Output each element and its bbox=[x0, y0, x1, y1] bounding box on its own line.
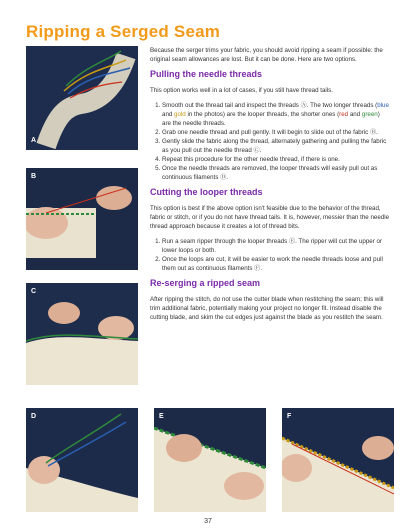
intro-paragraph: Because the serger trims your fabric, you should avoid ripping a seam if possible: the original seam allowances are lost. But it can be done. Here are two options. bbox=[150, 47, 383, 63]
needle-step-3: 3. Gently slide the fabric along the thread, alternately gathering and pulling the fabric as you pull out the needle thread Ⓒ. bbox=[162, 137, 390, 155]
photo-e bbox=[154, 408, 266, 512]
photo-a bbox=[26, 46, 138, 150]
heading-looper-threads: Cutting the looper threads bbox=[150, 187, 263, 197]
page-title: Ripping a Serged Seam bbox=[26, 22, 221, 41]
needle-intro: This option works well in a lot of cases, if you still have thread tails. bbox=[150, 87, 333, 94]
heading-needle-threads: Pulling the needle threads bbox=[150, 69, 263, 79]
photo-label-f: F bbox=[287, 413, 292, 420]
photo-d bbox=[26, 408, 138, 512]
pull-needle-thread-illustration bbox=[26, 168, 138, 270]
photo-label-b: B bbox=[31, 173, 37, 180]
pull-loopers-illustration bbox=[26, 408, 138, 512]
needle-step-4: 4. Repeat this procedure for the other needle thread, if there is one. bbox=[162, 155, 390, 164]
photo-label-d: D bbox=[31, 413, 37, 420]
looper-step-2: 2. Once the loops are cut, it will be easier to work the needle threads loose and pull them out as continuous filaments Ⓕ. bbox=[162, 255, 390, 273]
gather-fabric-illustration bbox=[26, 283, 138, 385]
thread-tail-illustration bbox=[26, 46, 138, 150]
photo-c bbox=[26, 283, 138, 385]
needle-steps bbox=[150, 101, 390, 182]
remove-threads-illustration bbox=[282, 408, 394, 512]
photo-b bbox=[26, 168, 138, 270]
looper-step-1: 1. Run a seam ripper through the looper threads Ⓔ. The ripper will cut the upper or lower loops or both. bbox=[162, 237, 390, 255]
photo-label-e: E bbox=[159, 413, 164, 420]
needle-step-1: 1. Smooth out the thread tail and inspect the threads Ⓐ. The two longer threads (blue and gold in the photos) are the looper threads, the shorter ones (red and green) are the needle threads. bbox=[162, 101, 390, 128]
needle-step-2: 2. Grab one needle thread and pull gently. It will begin to slide out of the fabric Ⓑ. bbox=[162, 128, 390, 137]
seam-ripper-illustration bbox=[154, 408, 266, 512]
photo-label-c: C bbox=[31, 288, 37, 295]
looper-intro: This option is best if the above option isn't feasible due to the behavior of the thread, fabric or stitch, or if you do not have thread tails. It is, however, messier than the needle thread approach because it creates a lot of thread bits. bbox=[150, 205, 390, 230]
photo-label-a: A bbox=[31, 137, 37, 144]
main-text-column bbox=[150, 46, 390, 328]
reserge-paragraph: After ripping the stitch, do not use the cutter blade when restitching the seam; this will trim additional fabric, potentially making your project no longer fit. Instead disable the cutting blade, and skim the cut edges just against the blade as you restitch the seam. bbox=[150, 296, 384, 321]
looper-steps bbox=[150, 237, 390, 273]
needle-step-5: 5. Once the needle threads are removed, the looper threads will easily pull out as continuous filaments Ⓓ. bbox=[162, 164, 390, 182]
photo-f bbox=[282, 408, 394, 512]
heading-reserging: Re-serging a ripped seam bbox=[150, 278, 261, 288]
page-number: 37 bbox=[204, 518, 212, 525]
